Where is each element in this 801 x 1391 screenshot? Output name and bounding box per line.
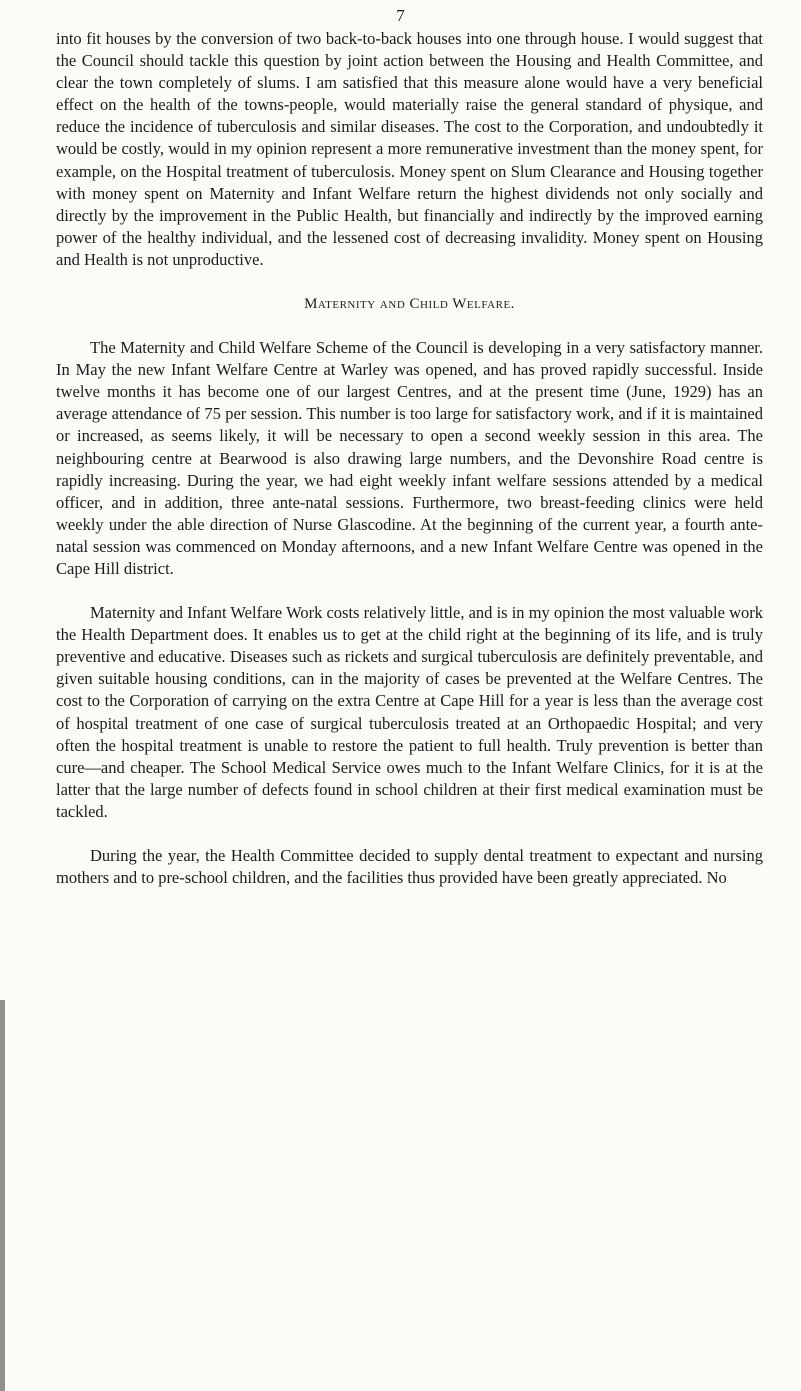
section-heading: Maternity and Child Welfare. xyxy=(304,296,515,313)
page-edge-shadow xyxy=(0,1000,5,1391)
paragraph-dental-treatment: During the year, the Health Committee decided to supply dental treatment to expectant and nursing mothers and to pre-school children, and the facilities thus provided have been greatly appreciated. No xyxy=(56,846,763,888)
body-text xyxy=(56,28,763,889)
paragraph-welfare-scheme: The Maternity and Child Welfare Scheme of the Council is developing in a very satisfactory manner. In May the new Infant Welfare Centre at Warley was opened, and has proved rapidly successful. Inside twelve months it has become one of our largest Centres, and at the present time (June, 1929) has an average attendance of 75 per session. This number is too large for satisfactory work, and if it is maintained or increased, as seems likely, it will be necessary to open a second weekly session in this area. The neighbouring centre at Bearwood is also drawing large numbers, and the Devonshire Road centre is rapidly increasing. During the year, we had eight weekly infant welfare sessions attended by a medical officer, and in addition, three ante-natal sessions. Furthermore, two breast-feeding clinics were held weekly under the able direction of Nurse Glascodine. At the beginning of the current year, a fourth ante-natal session was commenced on Monday afternoons, and a new Infant Welfare Centre was opened in the Cape Hill district. xyxy=(56,338,763,578)
paragraph-housing-conclusion: into fit houses by the conversion of two back-to-back houses into one through house. I would suggest that the Council should tackle this question by joint action between the Housing and Health Committee, and clear the town completely of slums. I am satisfied that this measure alone would have a very beneficial effect on the health of the towns-people, would materially raise the general standard of physique, and reduce the incidence of tuberculosis and similar diseases. The cost to the Corporation, and undoubtedly it would be costly, would in my opinion represent a more remunerative investment than the money spent, for example, on the Hospital treatment of tuberculosis. Money spent on Slum Clearance and Housing together with money spent on Maternity and Infant Welfare return the highest dividends not only socially and directly by the improvement in the Public Health, but financially and indirectly by the improved earning power of the healthy individual, and the lessened cost of decreasing invalidity. Money spent on Housing and Health is not unproductive. xyxy=(56,29,763,269)
page-number: 7 xyxy=(396,6,405,25)
paragraph-welfare-costs: Maternity and Infant Welfare Work costs relatively little, and is in my opinion the most valuable work the Health Department does. It enables us to get at the child right at the beginning of its life, and is truly preventive and educative. Diseases such as rickets and surgical tuberculosis are definitely preventable, and given suitable housing conditions, can in the majority of cases be prevented at the Welfare Centres. The cost to the Corporation of carrying on the extra Centre at Cape Hill for a year is less than the average cost of hospital treatment of one case of surgical tuberculosis treated at an Orthopaedic Hospital; and very often the hospital treatment is unable to restore the patient to full health. Truly prevention is better than cure—and cheaper. The School Medical Service owes much to the Infant Welfare Clinics, for it is at the latter that the large number of defects found in school children at their first medical examination must be tackled. xyxy=(56,603,763,821)
